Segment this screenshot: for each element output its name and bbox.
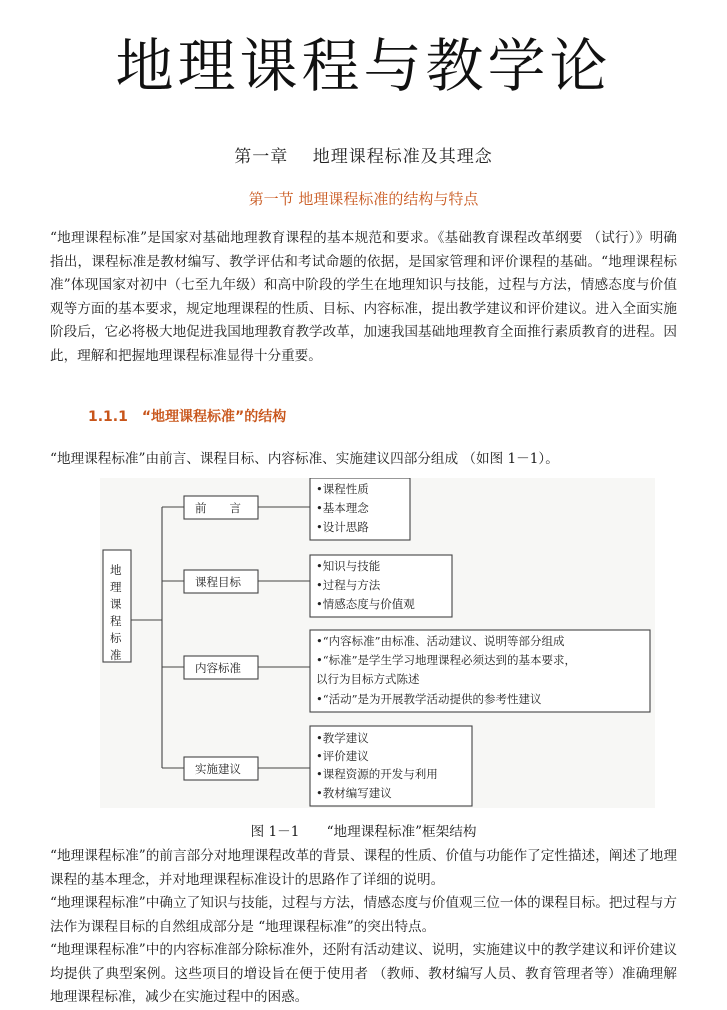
item-goals-2: •过程与方法 xyxy=(316,578,381,592)
framework-diagram xyxy=(100,478,655,808)
chapter-heading: 第一章 地理课程标准及其理念 xyxy=(234,147,493,167)
document-title: 地理课程与教学论 xyxy=(115,32,612,100)
item-preface-2: •基本理念 xyxy=(316,501,369,515)
item-content-3: 以行为目标方式陈述 xyxy=(316,672,420,686)
intro-paragraph: “地理课程标准”是国家对基础地理教育课程的基本规范和要求。《基础教育课程改革纲要 （试行）》明确指出，课程标准是教材编写、教学评估和考试命题的依据，是国家管理和评价课程的基础。“地理课程标准”体现国家对初中（七至九年级）和高中阶段的学生在地理知识与技能，过程与方法，情感态度与价值观等方面的基本要求，规定地理课程的性质、目标、内容标准，提出教学建议和评价建议。进入全面实施阶段后，它必将极大地促进我国地理教育教学改革，加速我国基础地理教育全面推行素质教育的进程。因此，理解和把握地理课程标准显得十分重要。 xyxy=(50,230,677,364)
item-impl-3: •课程资源的开发与利用 xyxy=(316,767,438,781)
figure-caption: 图 1－1 “地理课程标准”框架结构 xyxy=(250,824,477,840)
root-char-5: 标 xyxy=(110,631,122,645)
root-char-2: 理 xyxy=(110,580,122,594)
item-preface-1: •课程性质 xyxy=(316,482,369,496)
item-impl-2: •评价建议 xyxy=(316,749,369,763)
item-preface-3: •设计思路 xyxy=(316,520,369,534)
section-heading: 第一节 地理课程标准的结构与特点 xyxy=(248,190,479,208)
item-impl-1: •教学建议 xyxy=(316,731,369,745)
item-impl-4: •教材编写建议 xyxy=(316,786,392,800)
branch-label-goals: 课程目标 xyxy=(195,575,241,589)
item-goals-3: •情感态度与价值观 xyxy=(316,597,415,611)
root-char-3: 课 xyxy=(110,597,122,611)
preface-paragraph: “地理课程标准”的前言部分对地理课程改革的背景、课程的性质、价值与功能作了定性描述，阐述了地理课程的基本理念，并对地理课程标准设计的思路作了详细的说明。 xyxy=(50,848,677,888)
item-content-2: •“标准”是学生学习地理课程必须达到的基本要求， xyxy=(316,653,577,667)
root-char-1: 地 xyxy=(110,563,122,577)
goals-paragraph: “地理课程标准”中确立了知识与技能，过程与方法，情感态度与价值观三位一体的课程目标。把过程与方法作为课程目标的自然组成部分是 “地理课程标准”的突出特点。 xyxy=(50,895,677,935)
item-content-1: •“内容标准”由标准、活动建议、说明等部分组成 xyxy=(316,634,565,648)
content-paragraph: “地理课程标准”中的内容标准部分除标准外，还附有活动建议、说明，实施建议中的教学建议和评价建议均提供了典型案例。这些项目的增设旨在便于使用者 （教师、教材编写人员、教育管理者等）准确理解地理课程标准，减少在实施过程中的困惑。 xyxy=(50,942,677,1006)
root-char-4: 程 xyxy=(110,614,122,628)
root-char-6: 准 xyxy=(110,648,122,662)
branch-label-preface: 前 言 xyxy=(195,501,241,515)
branch-label-implementation: 实施建议 xyxy=(195,762,241,776)
subsection-heading: 1.1.1 “地理课程标准”的结构 xyxy=(88,409,287,425)
branch-label-content: 内容标准 xyxy=(195,661,241,675)
item-goals-1: •知识与技能 xyxy=(316,559,381,573)
item-content-4: •“活动”是为开展教学活动提供的参考性建议 xyxy=(316,692,542,706)
framework-diagram-svg xyxy=(100,478,655,808)
structure-paragraph: “地理课程标准”由前言、课程目标、内容标准、实施建议四部分组成 （如图 1－1）。 xyxy=(50,451,559,467)
